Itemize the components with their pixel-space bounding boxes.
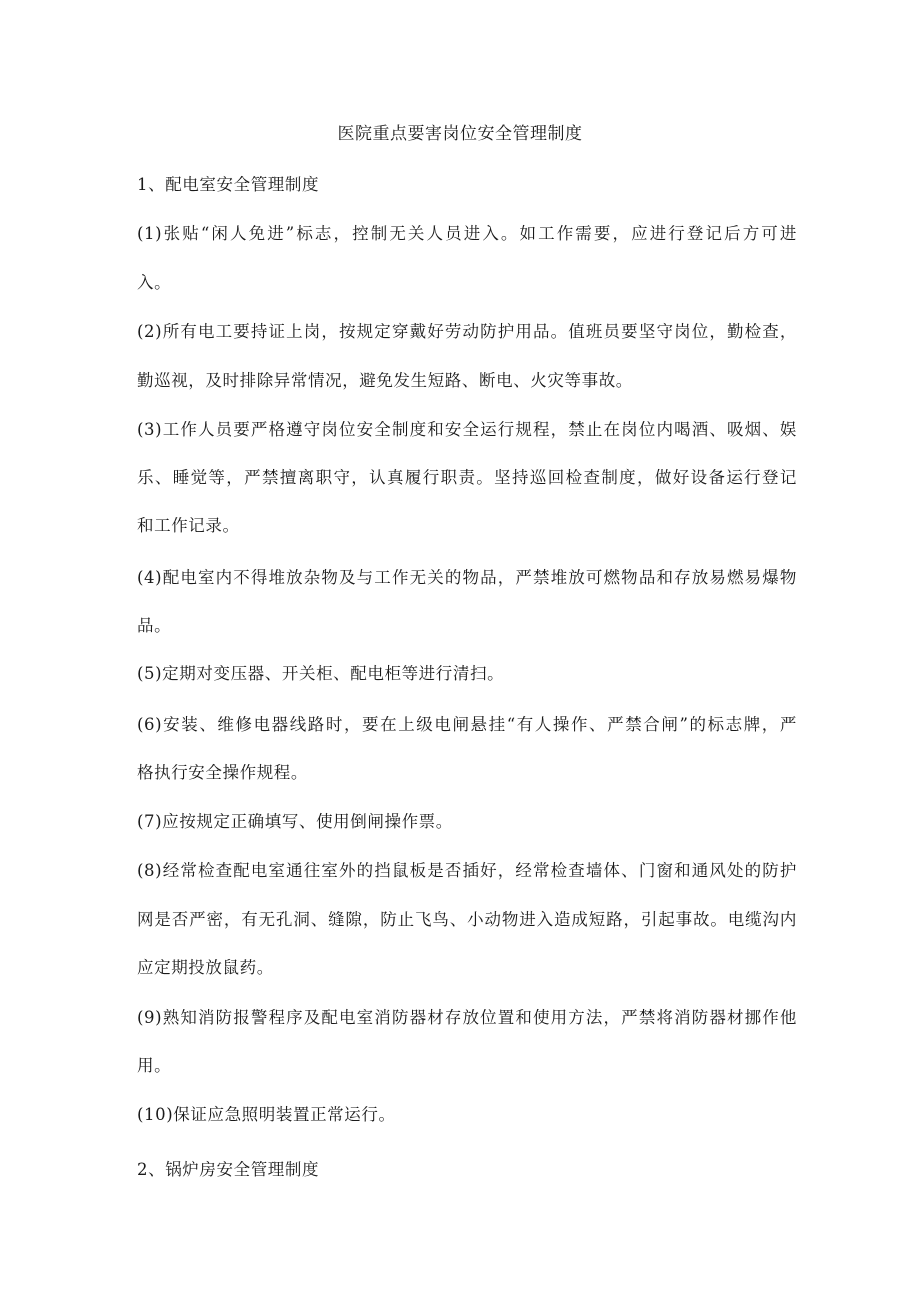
paragraph-line: (3)工作人员要严格遵守岗位安全制度和安全运行规程，禁止在岗位内喝酒、吸烟、娱 xyxy=(137,420,797,439)
paragraph-line: (2)所有电工要持证上岗，按规定穿戴好劳动防护用品。值班员要坚守岗位，勤检查， xyxy=(137,322,797,341)
paragraph-line: (7)应按规定正确填写、使用倒闸操作票。 xyxy=(137,812,453,831)
paragraph-line: 和工作记录。 xyxy=(137,516,240,535)
section-heading-1: 1、配电室安全管理制度 xyxy=(137,175,320,194)
paragraph-line: (10)保证应急照明装置正常运行。 xyxy=(137,1105,396,1124)
paragraph-line: 格执行安全操作规程。 xyxy=(137,763,308,782)
paragraph-line: (6)安装、维修电器线路时，要在上级电闸悬挂“有人操作、严禁合闸”的标志牌，严 xyxy=(137,715,797,734)
paragraph-line: 网是否严密，有无孔洞、缝隙，防止飞鸟、小动物进入造成短路，引起事故。电缆沟内 xyxy=(137,910,797,929)
paragraph-line: (9)熟知消防报警程序及配电室消防器材存放位置和使用方法，严禁将消防器材挪作他 xyxy=(137,1008,797,1027)
paragraph-line: 勤巡视，及时排除异常情况，避免发生短路、断电、火灾等事故。 xyxy=(137,371,633,390)
paragraph-line: (4)配电室内不得堆放杂物及与工作无关的物品，严禁堆放可燃物品和存放易燃易爆物 xyxy=(137,568,797,587)
paragraph-line: (1)张贴“闲人免进”标志，控制无关人员进入。如工作需要，应进行登记后方可进 xyxy=(137,224,797,243)
paragraph-line: 品。 xyxy=(137,616,172,635)
paragraph-line: 乐、睡觉等，严禁擅离职守，认真履行职责。坚持巡回检查制度，做好设备运行登记 xyxy=(137,468,797,487)
paragraph-line: 用。 xyxy=(137,1056,172,1075)
paragraph-line: 应定期投放鼠药。 xyxy=(137,958,274,977)
paragraph-line: (5)定期对变压器、开关柜、配电柜等进行清扫。 xyxy=(137,664,505,683)
paragraph-line: 入。 xyxy=(137,273,172,292)
paragraph-line: (8)经常检查配电室通往室外的挡鼠板是否插好，经常检查墙体、门窗和通风处的防护 xyxy=(137,861,797,880)
page-title: 医院重点要害岗位安全管理制度 xyxy=(337,124,583,144)
section-heading-2: 2、锅炉房安全管理制度 xyxy=(137,1160,320,1179)
